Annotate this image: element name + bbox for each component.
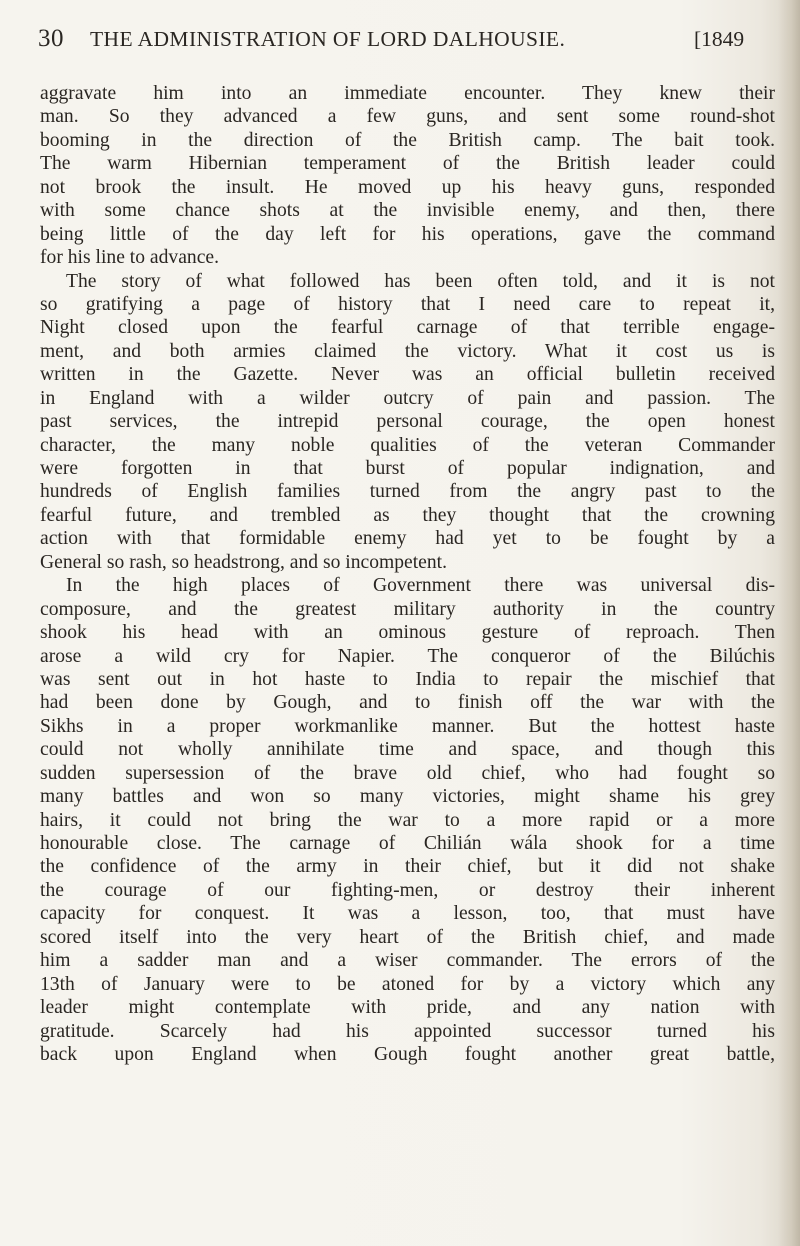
text-line: gratitude. Scarcely had his appointed successor turned his bbox=[40, 1020, 775, 1042]
page-number: 30 bbox=[38, 25, 64, 52]
text-line: action with that formidable enemy had yet to be fought by a bbox=[40, 528, 775, 550]
text-line: being little of the day left for his operations, gave the command bbox=[40, 223, 775, 245]
text-line: was sent out in hot haste to India to repair the mischief that bbox=[40, 668, 775, 690]
text-line: the courage of our fighting-men, or destroy their inherent bbox=[40, 879, 775, 901]
text-line: In the high places of Government there was universal dis- bbox=[66, 575, 775, 597]
text-line: capacity for conquest. It was a lesson, too, that must have bbox=[40, 903, 775, 925]
text-line: had been done by Gough, and to finish off the war with the bbox=[40, 692, 775, 714]
text-line: booming in the direction of the British camp. The bait took. bbox=[40, 129, 775, 151]
text-line: 13th of January were to be atoned for by a victory which any bbox=[40, 973, 775, 995]
text-line: the confidence of the army in their chief, but it did not shake bbox=[40, 856, 775, 878]
text-line: arose a wild cry for Napier. The conqueror of the Bilúchis bbox=[40, 645, 775, 667]
text-line: written in the Gazette. Never was an official bulletin received bbox=[40, 364, 775, 386]
text-line: ment, and both armies claimed the victory. What it cost us is bbox=[40, 340, 775, 362]
text-line: him a sadder man and a wiser commander. The errors of the bbox=[40, 950, 775, 972]
text-line: hundreds of English families turned from the angry past to the bbox=[40, 481, 775, 503]
text-line: in England with a wilder outcry of pain and passion. The bbox=[40, 387, 775, 409]
body-text bbox=[40, 82, 775, 1066]
text-line: past services, the intrepid personal courage, the open honest bbox=[40, 411, 775, 433]
text-line: fearful future, and trembled as they thought that the crowning bbox=[40, 504, 775, 526]
text-line: scored itself into the very heart of the British chief, and made bbox=[40, 926, 775, 948]
text-line: Night closed upon the fearful carnage of that terrible engage- bbox=[40, 317, 775, 339]
text-line: General so rash, so headstrong, and so incompetent. bbox=[40, 551, 448, 573]
text-line: for his line to advance. bbox=[40, 247, 220, 269]
text-line: character, the many noble qualities of the veteran Commander bbox=[40, 434, 775, 456]
text-line: with some chance shots at the invisible enemy, and then, there bbox=[40, 200, 775, 222]
text-line: back upon England when Gough fought another great battle, bbox=[40, 1043, 775, 1065]
text-line: The story of what followed has been often told, and it is not bbox=[66, 270, 775, 292]
text-line: sudden supersession of the brave old chief, who had fought so bbox=[40, 762, 775, 784]
header-year: [1849 bbox=[694, 27, 745, 51]
text-line: man. So they advanced a few guns, and sent some round-shot bbox=[40, 106, 775, 128]
text-line: Sikhs in a proper workmanlike manner. But the hottest haste bbox=[40, 715, 775, 737]
text-line: not brook the insult. He moved up his heavy guns, responded bbox=[40, 176, 775, 198]
running-title: THE ADMINISTRATION OF LORD DALHOUSIE. bbox=[90, 27, 566, 51]
page-edge-shadow bbox=[778, 0, 800, 1246]
text-line: could not wholly annihilate time and space, and though this bbox=[40, 739, 775, 761]
text-line: hairs, it could not bring the war to a more rapid or a more bbox=[40, 809, 775, 831]
text-line: composure, and the greatest military authority in the country bbox=[40, 598, 775, 620]
text-line: honourable close. The carnage of Chilián wála shook for a time bbox=[40, 833, 775, 854]
text-line: The warm Hibernian temperament of the British leader could bbox=[40, 153, 775, 175]
page-header bbox=[38, 22, 778, 56]
text-line: aggravate him into an immediate encounter. They knew their bbox=[40, 83, 775, 104]
text-line: many battles and won so many victories, might shame his grey bbox=[40, 786, 775, 808]
text-line: shook his head with an ominous gesture of reproach. Then bbox=[40, 622, 775, 644]
text-line: were forgotten in that burst of popular indignation, and bbox=[40, 458, 775, 479]
text-line: so gratifying a page of history that I need care to repeat it, bbox=[40, 293, 775, 315]
text-line: leader might contemplate with pride, and any nation with bbox=[40, 997, 775, 1019]
